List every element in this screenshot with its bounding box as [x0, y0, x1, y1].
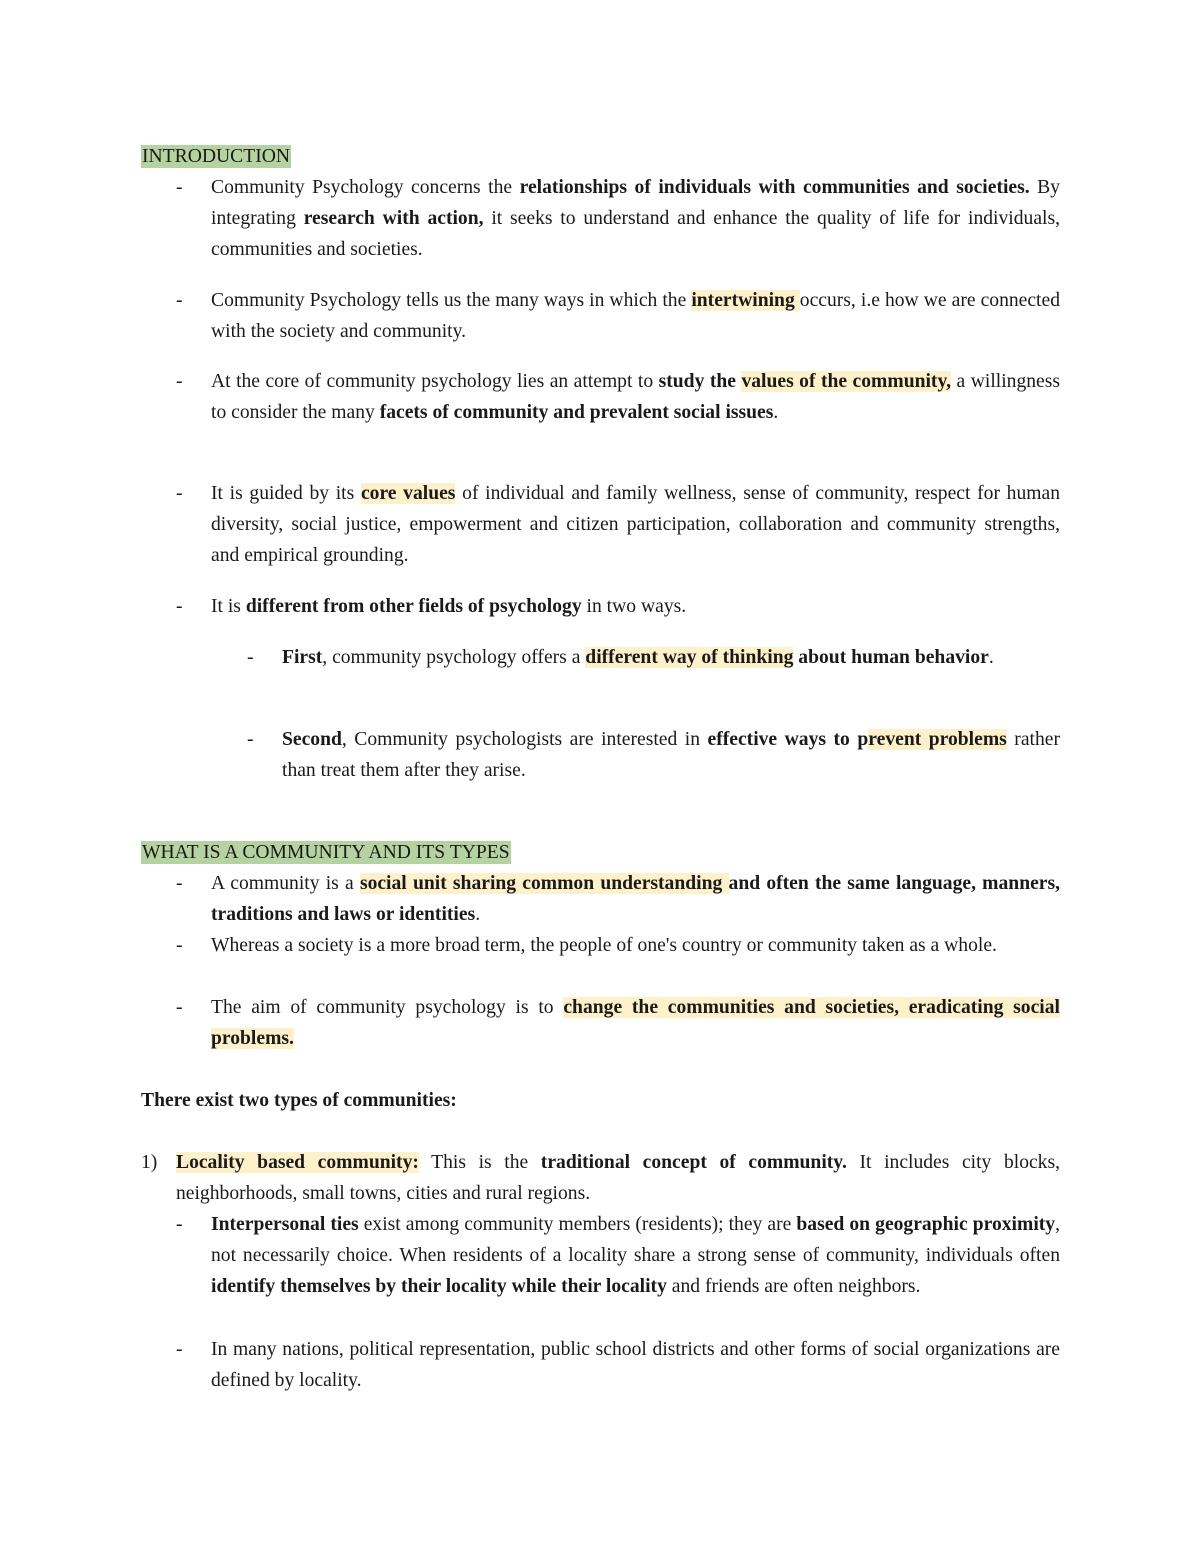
list-number: 1) — [141, 1152, 158, 1173]
community-type-1 — [141, 1147, 1060, 1209]
text-run: exist among community members (residents); they are — [358, 1214, 797, 1235]
intro-subbullet-2 — [247, 724, 1060, 786]
text-run: a willingness to consider the many — [211, 371, 1060, 423]
text-run: It is — [211, 596, 246, 617]
text-run: occurs, i.e how we are connected with the society and community. — [211, 290, 1060, 342]
intro-bullet-4 — [176, 478, 1060, 571]
bullet-dash: - — [247, 647, 254, 668]
text-run: Community Psychology tells us the many ways in which the — [211, 290, 692, 311]
numbered-item-text — [176, 1147, 1060, 1209]
text-run: . — [988, 647, 994, 668]
bullet-text — [211, 930, 1060, 961]
section-heading-community — [141, 837, 511, 868]
bold-run: different from other fields of psychology — [245, 596, 582, 617]
bullet-text — [211, 591, 1060, 622]
bullet-dash: - — [176, 371, 183, 392]
heading-highlight: WHAT IS A COMMUNITY AND ITS TYPES — [142, 842, 510, 863]
text-run: A community is a — [211, 873, 360, 894]
text-run: rather than treat them after they arise. — [282, 729, 1060, 781]
bold-run: First — [282, 647, 323, 668]
highlighted-bold-run: values of the community, — [741, 371, 952, 392]
intro-bullet-2 — [176, 285, 1060, 347]
text-run: This is the — [418, 1152, 541, 1173]
intro-subbullet-1 — [247, 642, 1060, 673]
bullet-dash: - — [176, 997, 183, 1018]
highlighted-bold-run: social unit sharing common understanding — [359, 873, 729, 894]
highlighted-bold-run: revent problems — [868, 729, 1007, 750]
bullet-dash: - — [176, 1339, 183, 1360]
bold-run: Second — [282, 729, 342, 750]
bullet-text — [211, 366, 1060, 428]
highlighted-bold-run: different way of thinking — [585, 647, 794, 668]
bold-run: effective ways to p — [707, 729, 869, 750]
bold-run: and often the same language, manners, traditions and laws or identities — [211, 873, 1061, 925]
text-run: it seeks to understand and enhance the quality of life for individuals, communities and societies. — [211, 208, 1060, 260]
bold-run: Interpersonal ties — [211, 1214, 359, 1235]
bold-run: about human behavior — [793, 647, 989, 668]
text-run: in two ways. — [581, 596, 687, 617]
text-run: . — [773, 402, 779, 423]
bullet-dash: - — [176, 290, 183, 311]
bold-run: study the — [658, 371, 742, 392]
bullet-text — [211, 172, 1060, 265]
bullet-text — [211, 1334, 1060, 1396]
text-run: of individual and family wellness, sense of community, respect for human diversity, social justice, empowerment and citizen participation, collaboration and community strengths, and empirical grounding. — [211, 483, 1060, 566]
community-type-1-bullet-2 — [176, 1334, 1060, 1396]
bold-run: based on geographic proximity — [796, 1214, 1056, 1235]
bullet-dash: - — [176, 177, 183, 198]
types-intro: There exist two types of communities: — [141, 1090, 457, 1111]
bullet-dash: - — [176, 483, 183, 504]
bullet-text — [211, 1209, 1060, 1302]
community-bullet-1 — [176, 868, 1060, 930]
bullet-dash: - — [176, 873, 183, 894]
bullet-text — [282, 642, 1060, 673]
text-run: . — [475, 904, 481, 925]
bullet-dash: - — [176, 935, 183, 956]
text-run: , community psychology offers a — [322, 647, 586, 668]
section-heading-introduction — [141, 141, 291, 172]
text-run: At the core of community psychology lies an attempt to — [211, 371, 659, 392]
heading-highlight: INTRODUCTION — [142, 146, 291, 167]
text-run: In many nations, political representation, public school districts and other forms of social organizations are defined by locality. — [211, 1339, 1060, 1391]
bullet-dash: - — [247, 729, 254, 750]
bullet-dash: - — [176, 596, 183, 617]
bold-run: identify themselves by their locality while their locality — [211, 1276, 667, 1297]
text-run: The aim of community psychology is to — [211, 997, 564, 1018]
text-run: and friends are often neighbors. — [666, 1276, 921, 1297]
text-run: , not necessarily choice. When residents of a locality share a strong sense of community, individuals often — [211, 1214, 1060, 1266]
text-run: Community Psychology concerns the — [211, 177, 520, 198]
highlighted-bold-run: Locality based community: — [176, 1152, 419, 1173]
bold-run: facets of community and prevalent social issues — [379, 402, 774, 423]
community-bullet-3 — [176, 992, 1060, 1054]
text-run: By integrating — [211, 177, 1061, 229]
bullet-text — [211, 868, 1060, 930]
highlighted-bold-run: change the communities and societies, eradicating social problems. — [211, 997, 1060, 1049]
community-type-1-bullet-1 — [176, 1209, 1060, 1302]
text-run: It is guided by its — [211, 483, 361, 504]
text-run: , Community psychologists are interested in — [341, 729, 708, 750]
highlighted-bold-run: core values — [360, 483, 456, 504]
bullet-text — [211, 478, 1060, 571]
text-run: It includes city blocks, neighborhoods, small towns, cities and rural regions. — [176, 1152, 1061, 1204]
intro-bullet-5 — [176, 591, 1060, 622]
bullet-text — [211, 992, 1060, 1054]
bold-run: traditional concept of community. — [540, 1152, 847, 1173]
bold-run: relationships of individuals with communities and societies. — [519, 177, 1030, 198]
intro-bullet-3 — [176, 366, 1060, 428]
text-run: Whereas a society is a more broad term, the people of one's country or community taken as a whole. — [211, 935, 997, 956]
bullet-text — [282, 724, 1060, 786]
bold-run: research with action, — [303, 208, 484, 229]
bullet-dash: - — [176, 1214, 183, 1235]
highlighted-bold-run: intertwining — [691, 290, 800, 311]
bullet-text — [211, 285, 1060, 347]
intro-bullet-1 — [176, 172, 1060, 265]
community-bullet-2 — [176, 930, 1060, 961]
